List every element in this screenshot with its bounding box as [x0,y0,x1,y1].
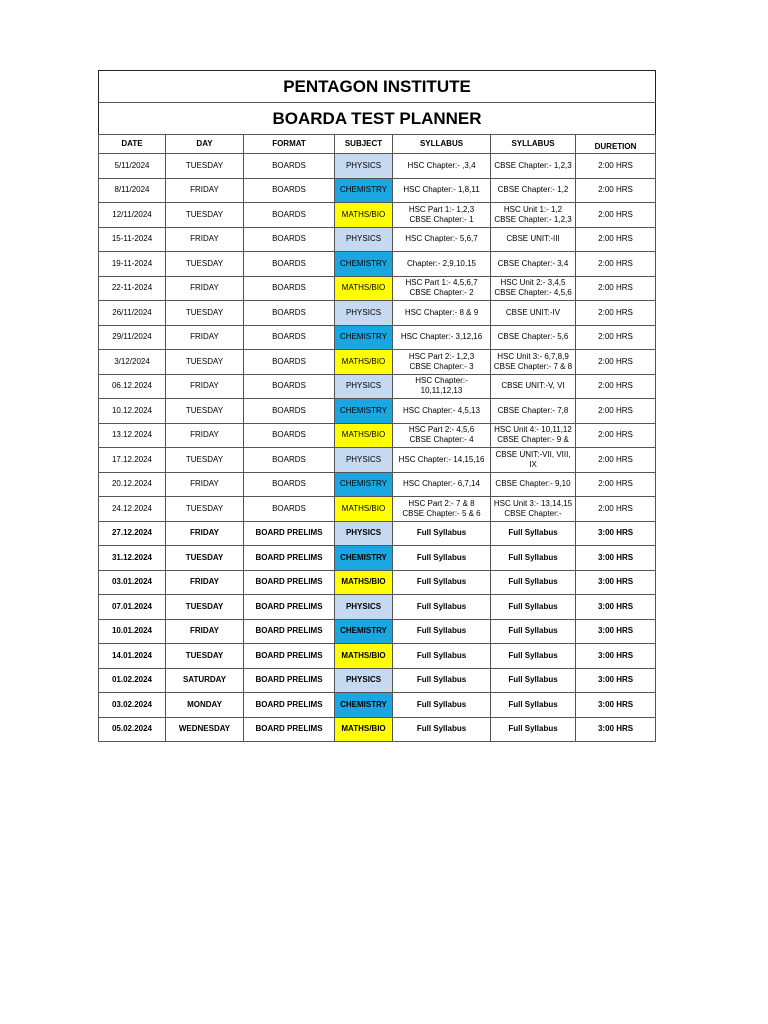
duration-cell: 2:00 HRS [576,203,656,228]
table-row [99,644,656,669]
syllabus-cbse-cell-line-1: CBSE Chapter:- 9,10 [495,479,571,489]
subject-cell: MATHS/BIO [335,717,393,742]
syllabus-cbse-cell-line-1: HSC Unit 4:- 10,11,12 [494,425,572,435]
syllabus-hsc-cell-line-1: Chapter:- 2,9,10,15 [407,258,476,268]
table-row [99,203,656,228]
syllabus-hsc-cell [393,644,491,669]
syllabus-hsc-cell [393,546,491,571]
syllabus-hsc-cell-line-2: CBSE Chapter:- 3 [409,361,474,371]
syllabus-hsc-cell-line-1: Full Syllabus [416,675,467,685]
format-cell: BOARD PRELIMS [244,570,335,595]
duration-cell: 2:00 HRS [576,399,656,424]
day-cell: MONDAY [166,693,244,718]
syllabus-cbse-cell-line-1: Full Syllabus [508,724,558,734]
day-cell: FRIDAY [166,570,244,595]
syllabus-hsc-cell-line-1: HSC Chapter:- 8 & 9 [404,307,479,317]
syllabus-hsc-cell [393,276,491,301]
syllabus-hsc-cell [393,154,491,179]
syllabus-cbse-cell [491,619,576,644]
date-cell: 12/11/2024 [99,203,166,228]
syllabus-hsc-cell-line-1: Full Syllabus [416,699,467,709]
format-cell: BOARDS [244,325,335,350]
syllabus-hsc-cell-line-2: CBSE Chapter:- 5 & 6 [402,508,481,518]
institute-title: PENTAGON INSTITUTE [99,71,656,103]
date-cell: 10.12.2024 [99,399,166,424]
subject-cell: CHEMISTRY [335,472,393,497]
table-row [99,178,656,203]
header-syllabus-cbse: SYLLABUS [491,135,576,154]
syllabus-hsc-cell-line-1: HSC Part 2:- 7 & 8 [408,498,475,508]
syllabus-cbse-cell [491,497,576,522]
date-cell: 07.01.2024 [99,595,166,620]
syllabus-cbse-cell-line-1: CBSE Chapter:- 7,8 [497,405,569,415]
table-row [99,497,656,522]
syllabus-hsc-cell-line-1: Full Syllabus [416,601,467,611]
format-cell: BOARDS [244,423,335,448]
format-cell: BOARDS [244,374,335,399]
subject-cell: CHEMISTRY [335,693,393,718]
header-day: DAY [166,135,244,154]
day-cell: TUESDAY [166,399,244,424]
format-cell: BOARD PRELIMS [244,644,335,669]
subject-cell: PHYSICS [335,374,393,399]
syllabus-cbse-cell [491,399,576,424]
duration-cell: 2:00 HRS [576,448,656,473]
duration-cell: 3:00 HRS [576,668,656,693]
syllabus-cbse-cell [491,521,576,546]
syllabus-cbse-cell-line-2: CBSE Chapter:- [504,508,562,518]
syllabus-hsc-cell [393,399,491,424]
syllabus-hsc-cell-line-1: HSC Part 2:- 1,2,3 [408,351,475,361]
syllabus-cbse-cell [491,546,576,571]
syllabus-cbse-cell [491,227,576,252]
syllabus-cbse-cell [491,178,576,203]
table-row [99,717,656,742]
table-row [99,423,656,448]
duration-cell: 3:00 HRS [576,570,656,595]
date-cell: 05.02.2024 [99,717,166,742]
subject-cell: MATHS/BIO [335,423,393,448]
syllabus-hsc-cell-line-1: Full Syllabus [416,552,467,562]
syllabus-cbse-cell-line-1: HSC Unit 3:- 13,14,15 [493,498,573,508]
syllabus-cbse-cell [491,325,576,350]
syllabus-hsc-cell-line-1: HSC Chapter:- ,3,4 [407,160,476,170]
day-cell: SATURDAY [166,668,244,693]
subject-cell: MATHS/BIO [335,644,393,669]
duration-cell: 2:00 HRS [576,178,656,203]
syllabus-hsc-cell-line-2: CBSE Chapter:- 1 [409,214,474,224]
subject-cell: PHYSICS [335,227,393,252]
header-subject: SUBJECT [335,135,393,154]
syllabus-hsc-cell-line-2: CBSE Chapter:- 2 [409,288,474,298]
format-cell: BOARD PRELIMS [244,717,335,742]
syllabus-cbse-cell-line-1: Full Syllabus [508,699,558,709]
day-cell: TUESDAY [166,546,244,571]
syllabus-cbse-cell [491,448,576,473]
date-cell: 20.12.2024 [99,472,166,497]
format-cell: BOARDS [244,203,335,228]
planner-title: BOARDA TEST PLANNER [99,103,656,135]
table-row [99,448,656,473]
date-cell: 01.02.2024 [99,668,166,693]
syllabus-hsc-cell [393,374,491,399]
format-cell: BOARDS [244,154,335,179]
subject-cell: MATHS/BIO [335,350,393,375]
day-cell: TUESDAY [166,644,244,669]
day-cell: TUESDAY [166,301,244,326]
syllabus-cbse-cell [491,154,576,179]
table-row [99,521,656,546]
syllabus-hsc-cell-line-1: HSC Part 1:- 1,2,3 [408,204,475,214]
table-row [99,374,656,399]
syllabus-cbse-cell [491,668,576,693]
subject-cell: PHYSICS [335,521,393,546]
date-cell: 10.01.2024 [99,619,166,644]
syllabus-cbse-cell-line-1: HSC Unit 3:- 6,7,8,9 [497,351,569,361]
syllabus-cbse-cell-line-1: Full Syllabus [508,675,558,685]
table-row [99,154,656,179]
date-cell: 17.12.2024 [99,448,166,473]
syllabus-cbse-cell [491,570,576,595]
table-row [99,472,656,497]
duration-cell: 3:00 HRS [576,521,656,546]
syllabus-hsc-cell-line-1: Full Syllabus [416,724,467,734]
syllabus-hsc-cell-line-1: HSC Chapter:- 4,5,13 [403,405,480,415]
syllabus-cbse-cell-line-1: HSC Unit 1:- 1,2 [503,204,563,214]
table-row [99,399,656,424]
syllabus-hsc-cell [393,203,491,228]
syllabus-hsc-cell [393,472,491,497]
syllabus-cbse-cell [491,693,576,718]
table-row [99,227,656,252]
duration-cell: 2:00 HRS [576,276,656,301]
syllabus-cbse-cell-line-1: CBSE Chapter:- 1,2 [497,185,569,195]
syllabus-cbse-cell-line-2: CBSE Chapter:- 4,5,6 [494,288,572,298]
day-cell: TUESDAY [166,203,244,228]
duration-cell: 3:00 HRS [576,693,656,718]
duration-cell: 3:00 HRS [576,595,656,620]
syllabus-hsc-cell-line-1: Full Syllabus [416,577,467,587]
date-cell: 3/12/2024 [99,350,166,375]
table-row [99,325,656,350]
syllabus-hsc-cell-line-1: HSC Chapter:- 14,15,16 [398,454,485,464]
date-cell: 29/11/2024 [99,325,166,350]
date-cell: 06.12.2024 [99,374,166,399]
syllabus-cbse-cell [491,595,576,620]
syllabus-cbse-cell-line-2: CBSE Chapter:- 7 & 8 [493,361,573,371]
syllabus-cbse-cell [491,717,576,742]
duration-cell: 2:00 HRS [576,497,656,522]
duration-cell: 2:00 HRS [576,154,656,179]
subject-cell: CHEMISTRY [335,399,393,424]
format-cell: BOARDS [244,448,335,473]
syllabus-hsc-cell [393,252,491,277]
syllabus-cbse-cell-line-2: CBSE Chapter:- 1,2,3 [494,214,572,224]
format-cell: BOARD PRELIMS [244,546,335,571]
syllabus-cbse-cell-line-1: Full Syllabus [508,552,558,562]
title-row [99,71,656,103]
column-header-row [99,135,656,154]
duration-cell: 3:00 HRS [576,644,656,669]
subject-cell: MATHS/BIO [335,497,393,522]
date-cell: 15-11-2024 [99,227,166,252]
syllabus-hsc-cell [393,301,491,326]
header-duration: DURETION [576,135,656,154]
subject-cell: PHYSICS [335,668,393,693]
syllabus-cbse-cell [491,644,576,669]
subject-cell: CHEMISTRY [335,325,393,350]
syllabus-cbse-cell-line-1: HSC Unit 2:- 3,4,5 [500,278,566,288]
date-cell: 13.12.2024 [99,423,166,448]
day-cell: TUESDAY [166,350,244,375]
syllabus-cbse-cell [491,472,576,497]
date-cell: 31.12.2024 [99,546,166,571]
syllabus-cbse-cell-line-1: CBSE Chapter:- 3,4 [497,258,569,268]
syllabus-cbse-cell-line-1: Full Syllabus [508,601,558,611]
format-cell: BOARDS [244,350,335,375]
syllabus-hsc-cell-line-1: HSC Part 2:- 4,5,6 [408,425,475,435]
day-cell: FRIDAY [166,619,244,644]
schedule-rows [99,154,656,742]
table-row [99,301,656,326]
table-row [99,570,656,595]
date-cell: 03.02.2024 [99,693,166,718]
date-cell: 14.01.2024 [99,644,166,669]
syllabus-cbse-cell [491,203,576,228]
subtitle-row [99,103,656,135]
day-cell: TUESDAY [166,497,244,522]
format-cell: BOARD PRELIMS [244,595,335,620]
duration-cell: 2:00 HRS [576,227,656,252]
syllabus-cbse-cell-line-2: CBSE Chapter:- 9 & [497,435,569,445]
syllabus-cbse-cell-line-1: CBSE UNIT:-III [506,234,560,244]
subject-cell: PHYSICS [335,448,393,473]
duration-cell: 3:00 HRS [576,619,656,644]
duration-cell: 2:00 HRS [576,301,656,326]
day-cell: FRIDAY [166,227,244,252]
format-cell: BOARDS [244,178,335,203]
syllabus-hsc-cell-line-1: HSC Chapter:- 3,12,16 [400,332,483,342]
table-row [99,595,656,620]
subject-cell: PHYSICS [335,154,393,179]
syllabus-hsc-cell-line-1: Full Syllabus [416,650,467,660]
syllabus-hsc-cell-line-1: HSC Chapter:- 5,6,7 [405,234,478,244]
date-cell: 5/11/2024 [99,154,166,179]
syllabus-cbse-cell-line-1: CBSE UNIT:-IV [505,307,561,317]
day-cell: FRIDAY [166,178,244,203]
header-date: DATE [99,135,166,154]
syllabus-cbse-cell [491,276,576,301]
subject-cell: CHEMISTRY [335,619,393,644]
format-cell: BOARDS [244,227,335,252]
syllabus-cbse-cell-line-1: CBSE Chapter:- 5,6 [497,332,569,342]
format-cell: BOARDS [244,276,335,301]
planner-table [98,70,656,742]
day-cell: WEDNESDAY [166,717,244,742]
syllabus-cbse-cell-line-1: Full Syllabus [508,626,558,636]
syllabus-hsc-cell-line-1: Full Syllabus [416,528,467,538]
syllabus-hsc-cell [393,668,491,693]
syllabus-hsc-cell-line-2: 10,11,12,13 [420,386,463,396]
duration-cell: 2:00 HRS [576,423,656,448]
date-cell: 19-11-2024 [99,252,166,277]
format-cell: BOARD PRELIMS [244,668,335,693]
format-cell: BOARDS [244,301,335,326]
subject-cell: PHYSICS [335,595,393,620]
syllabus-hsc-cell-line-1: HSC Chapter:- 6,7,14 [403,479,480,489]
syllabus-hsc-cell [393,521,491,546]
syllabus-hsc-cell-line-1: HSC Chapter:- 1,8,11 [403,185,480,195]
date-cell: 22-11-2024 [99,276,166,301]
syllabus-cbse-cell-line-1: CBSE UNIT:-V, VI [501,381,565,391]
date-cell: 26/11/2024 [99,301,166,326]
syllabus-hsc-cell [393,619,491,644]
subject-cell: CHEMISTRY [335,546,393,571]
format-cell: BOARD PRELIMS [244,693,335,718]
syllabus-cbse-cell [491,252,576,277]
day-cell: FRIDAY [166,423,244,448]
test-planner-sheet [98,70,655,742]
duration-cell: 2:00 HRS [576,252,656,277]
syllabus-hsc-cell [393,325,491,350]
syllabus-hsc-cell-line-1: Full Syllabus [416,626,467,636]
table-row [99,350,656,375]
syllabus-hsc-cell [393,717,491,742]
header-format: FORMAT [244,135,335,154]
format-cell: BOARDS [244,252,335,277]
syllabus-hsc-cell [393,448,491,473]
date-cell: 27.12.2024 [99,521,166,546]
duration-cell: 2:00 HRS [576,350,656,375]
date-cell: 8/11/2024 [99,178,166,203]
syllabus-cbse-cell-line-1: Full Syllabus [508,577,558,587]
syllabus-hsc-cell [393,227,491,252]
format-cell: BOARD PRELIMS [244,521,335,546]
header-syllabus-hsc: SYLLABUS [393,135,491,154]
syllabus-cbse-cell [491,301,576,326]
table-row [99,276,656,301]
duration-cell: 2:00 HRS [576,374,656,399]
syllabus-hsc-cell [393,178,491,203]
day-cell: FRIDAY [166,472,244,497]
syllabus-cbse-cell [491,423,576,448]
syllabus-hsc-cell [393,423,491,448]
day-cell: FRIDAY [166,374,244,399]
syllabus-hsc-cell [393,350,491,375]
duration-cell: 3:00 HRS [576,717,656,742]
syllabus-cbse-cell-line-1: Full Syllabus [508,528,558,538]
day-cell: FRIDAY [166,276,244,301]
subject-cell: CHEMISTRY [335,178,393,203]
syllabus-hsc-cell [393,693,491,718]
subject-cell: PHYSICS [335,301,393,326]
duration-cell: 2:00 HRS [576,325,656,350]
day-cell: TUESDAY [166,154,244,179]
date-cell: 03.01.2024 [99,570,166,595]
syllabus-hsc-cell [393,595,491,620]
syllabus-cbse-cell-line-1: Full Syllabus [508,650,558,660]
syllabus-cbse-cell [491,350,576,375]
syllabus-hsc-cell [393,570,491,595]
day-cell: TUESDAY [166,595,244,620]
format-cell: BOARDS [244,497,335,522]
format-cell: BOARDS [244,399,335,424]
date-cell: 24.12.2024 [99,497,166,522]
syllabus-cbse-cell [491,374,576,399]
day-cell: TUESDAY [166,252,244,277]
subject-cell: MATHS/BIO [335,276,393,301]
table-row [99,252,656,277]
subject-cell: MATHS/BIO [335,570,393,595]
syllabus-hsc-cell-line-1: HSC Part 1:- 4,5,6,7 [405,278,478,288]
syllabus-cbse-cell-line-1: CBSE UNIT:-VII, VIII, [495,449,571,459]
subject-cell: MATHS/BIO [335,203,393,228]
table-row [99,668,656,693]
subject-cell: CHEMISTRY [335,252,393,277]
duration-cell: 3:00 HRS [576,546,656,571]
syllabus-hsc-cell-line-1: HSC Chapter:- [415,376,468,386]
day-cell: FRIDAY [166,521,244,546]
duration-cell: 2:00 HRS [576,472,656,497]
table-row [99,546,656,571]
format-cell: BOARD PRELIMS [244,619,335,644]
table-row [99,619,656,644]
format-cell: BOARDS [244,472,335,497]
table-row [99,693,656,718]
day-cell: TUESDAY [166,448,244,473]
syllabus-cbse-cell-line-2: IX [529,459,537,469]
day-cell: FRIDAY [166,325,244,350]
syllabus-hsc-cell-line-2: CBSE Chapter:- 4 [409,435,474,445]
syllabus-cbse-cell-line-1: CBSE Chapter:- 1,2,3 [494,160,572,170]
syllabus-hsc-cell [393,497,491,522]
